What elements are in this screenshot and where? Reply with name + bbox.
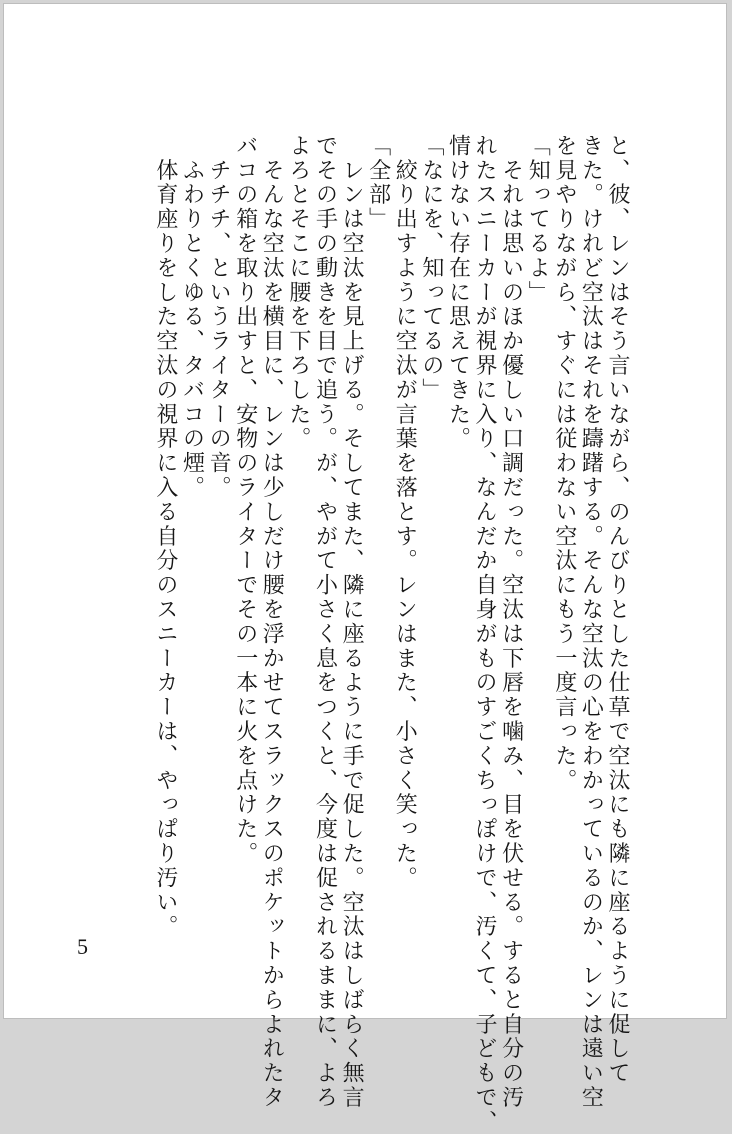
text-line: でその手の動きを目で追う。が、やがて小さく息をつくと、今度は促されるままに、よろ bbox=[312, 134, 338, 1110]
text-line: 「なにを、知ってるの」 bbox=[418, 134, 444, 403]
text-line: ふわりとくゆる、タバコの煙。 bbox=[179, 134, 205, 500]
text-line: バコの箱を取り出すと、安物のライターでその一本に火を点けた。 bbox=[232, 134, 258, 866]
text-line: 絞り出すように空汰が言葉を落とす。レンはまた、小さく笑った。 bbox=[392, 134, 418, 891]
text-line: 「知ってるよ」 bbox=[525, 134, 551, 305]
text-line: よろとそこに腰を下ろした。 bbox=[285, 134, 311, 452]
text-line: チチチ、というライターの音。 bbox=[206, 134, 232, 500]
text-line: そんな空汰を横目に、レンは少しだけ腰を浮かせてスラックスのポケットからよれたタ bbox=[259, 134, 285, 1110]
book-page bbox=[3, 3, 727, 1134]
page-number: 5 bbox=[77, 934, 88, 959]
text-line: を見やりながら、すぐには従わない空汰にもう一度言った。 bbox=[551, 134, 577, 793]
text-line: きた。けれど空汰はそれを躊躇する。そんな空汰の心をわかっているのか、レンは遠い空 bbox=[578, 134, 604, 1110]
text-line: 「全部」 bbox=[365, 134, 391, 232]
text-line: れたスニーカーが視界に入り、なんだか自身がものすごくちっぽけで、汚くて、子どもで、 bbox=[472, 134, 498, 1134]
text-line: 情けない存在に思えてきた。 bbox=[445, 134, 471, 452]
text-line: それは思いのほか優しい口調だった。空汰は下唇を噛み、目を伏せる。すると自分の汚 bbox=[498, 134, 524, 1110]
text-line: と、彼、レンはそう言いながら、のんびりとした仕草で空汰にも隣に座るように促して bbox=[605, 134, 630, 1086]
vertical-text-block bbox=[151, 134, 630, 1134]
text-line: レンは空汰を見上げる。そしてまた、隣に座るように手で促した。空汰はしばらく無言 bbox=[339, 134, 365, 1110]
text-line: 体育座りをした空汰の視界に入る自分のスニーカーは、やっぱり汚い。 bbox=[152, 134, 178, 940]
